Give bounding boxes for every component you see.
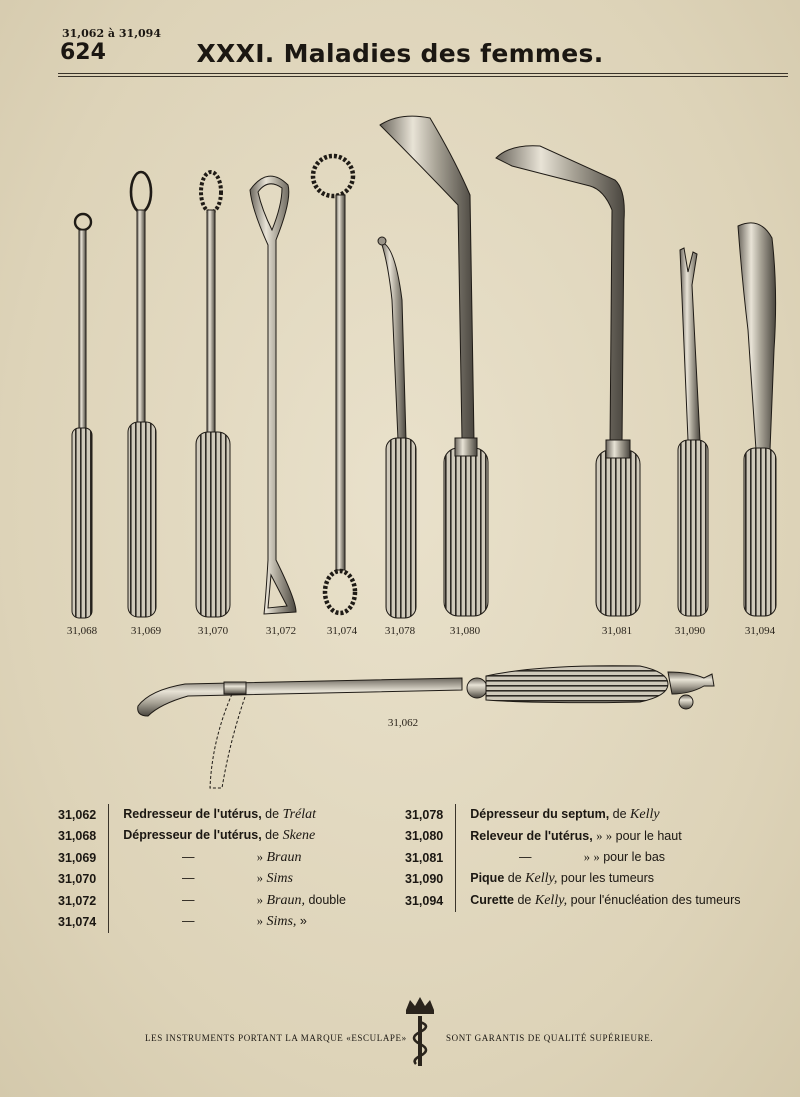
item-author: Sims, [266,914,297,930]
item-row [405,826,741,848]
item-author: Braun, [266,892,305,908]
item-number: 31,069 [58,847,109,869]
instrument-31070 [196,172,230,617]
item-de: de [612,806,627,821]
figure-code: 31,068 [66,625,98,637]
item-number: 31,080 [405,826,456,848]
item-description [456,804,741,826]
item-number: 31,074 [58,912,109,934]
item-name: Pique [470,871,505,886]
item-row [405,847,741,869]
item-row [58,890,346,912]
instrument-31072 [250,176,296,614]
item-row [405,890,741,912]
item-row [58,869,346,891]
item-author: Kelly, [534,892,568,908]
item-name: Dépresseur de l'utérus, [123,828,262,843]
item-ditto: » [596,828,603,843]
instrument-31078 [378,237,416,618]
item-description [109,826,346,848]
item-number: 31,081 [405,847,456,869]
item-extra: pour les tumeurs [560,871,655,886]
item-name: Redresseur de l'utérus, [123,806,262,821]
item-description [109,869,346,891]
item-name: Dépresseur du septum, [470,806,610,821]
item-extra: double [308,892,346,907]
item-author: Sims [266,871,293,887]
item-ditto: » [256,871,263,886]
esculape-emblem-icon [402,994,438,1070]
item-dash: — [181,892,195,907]
item-extra: pour le bas [603,850,666,865]
item-dash: — [181,849,195,864]
figure-code: 31,062 [387,717,419,729]
item-description [456,847,741,869]
instrument-31074 [313,156,355,613]
item-ditto: » [593,850,600,865]
page-range: 31,062 à 31,094 [62,27,161,40]
item-description [109,890,346,912]
instrument-31069 [128,172,156,617]
item-dash: — [181,914,195,929]
figure-code: 31,072 [265,625,297,637]
item-name: Curette [470,892,514,907]
item-name: Releveur de l'utérus, [470,828,593,843]
figure-code: 31,078 [384,625,416,637]
item-ditto: » [256,914,263,929]
item-description [109,804,346,826]
figure-code: 31,094 [744,625,776,637]
instrument-31090 [678,248,708,616]
footer-left-text: LES INSTRUMENTS PORTANT LA MARQUE «ESCULAPE» [145,1033,407,1043]
figure-code: 31,081 [601,625,633,637]
item-author: Kelly [630,806,660,822]
figure-code: 31,069 [130,625,162,637]
instrument-31081 [496,146,640,616]
item-list-left [58,804,346,933]
item-description [109,912,346,934]
figure-code: 31,080 [449,625,481,637]
page-title: XXXI. Maladies des femmes. [196,39,604,68]
item-extra: pour le haut [615,828,682,843]
item-dash: — [181,871,195,886]
item-description [456,869,741,891]
item-author: Skene [282,828,316,844]
item-number: 31,072 [58,890,109,912]
item-number: 31,070 [58,869,109,891]
item-row [58,826,346,848]
item-description [109,847,346,869]
instrument-31068 [72,214,92,618]
item-description [456,890,741,912]
item-row [58,912,346,934]
item-list-right [405,804,741,912]
item-number: 31,062 [58,804,109,826]
item-extra: pour l'énucléation des tumeurs [570,892,741,907]
item-author: Kelly, [525,871,558,887]
item-ditto: » [256,892,263,907]
item-number: 31,094 [405,890,456,912]
item-dash: — [518,850,532,865]
item-de: de [507,871,522,886]
footer-right-text: SONT GARANTIS DE QUALITÉ SUPÉRIEURE. [446,1033,654,1043]
item-ditto: » [605,828,613,843]
item-row [58,804,346,826]
item-row [58,847,346,869]
item-row [405,869,741,891]
item-number: 31,068 [58,826,109,848]
figure-code: 31,070 [197,625,229,637]
item-de: de [517,892,532,907]
item-number: 31,090 [405,869,456,891]
item-de: de [265,806,280,821]
item-description [456,826,741,848]
instrument-31094 [738,223,776,616]
item-ditto: » [256,849,263,864]
page-number: 624 [60,40,106,65]
item-author: Braun [266,849,302,865]
item-number: 31,078 [405,804,456,826]
figure-code: 31,090 [674,625,706,637]
item-ditto: » [583,850,590,865]
figure-code: 31,074 [326,625,358,637]
item-extra: » [299,914,307,929]
item-author: Trélat [282,806,317,822]
item-row [405,804,741,826]
instrument-31062 [138,666,714,788]
item-de: de [265,828,280,843]
